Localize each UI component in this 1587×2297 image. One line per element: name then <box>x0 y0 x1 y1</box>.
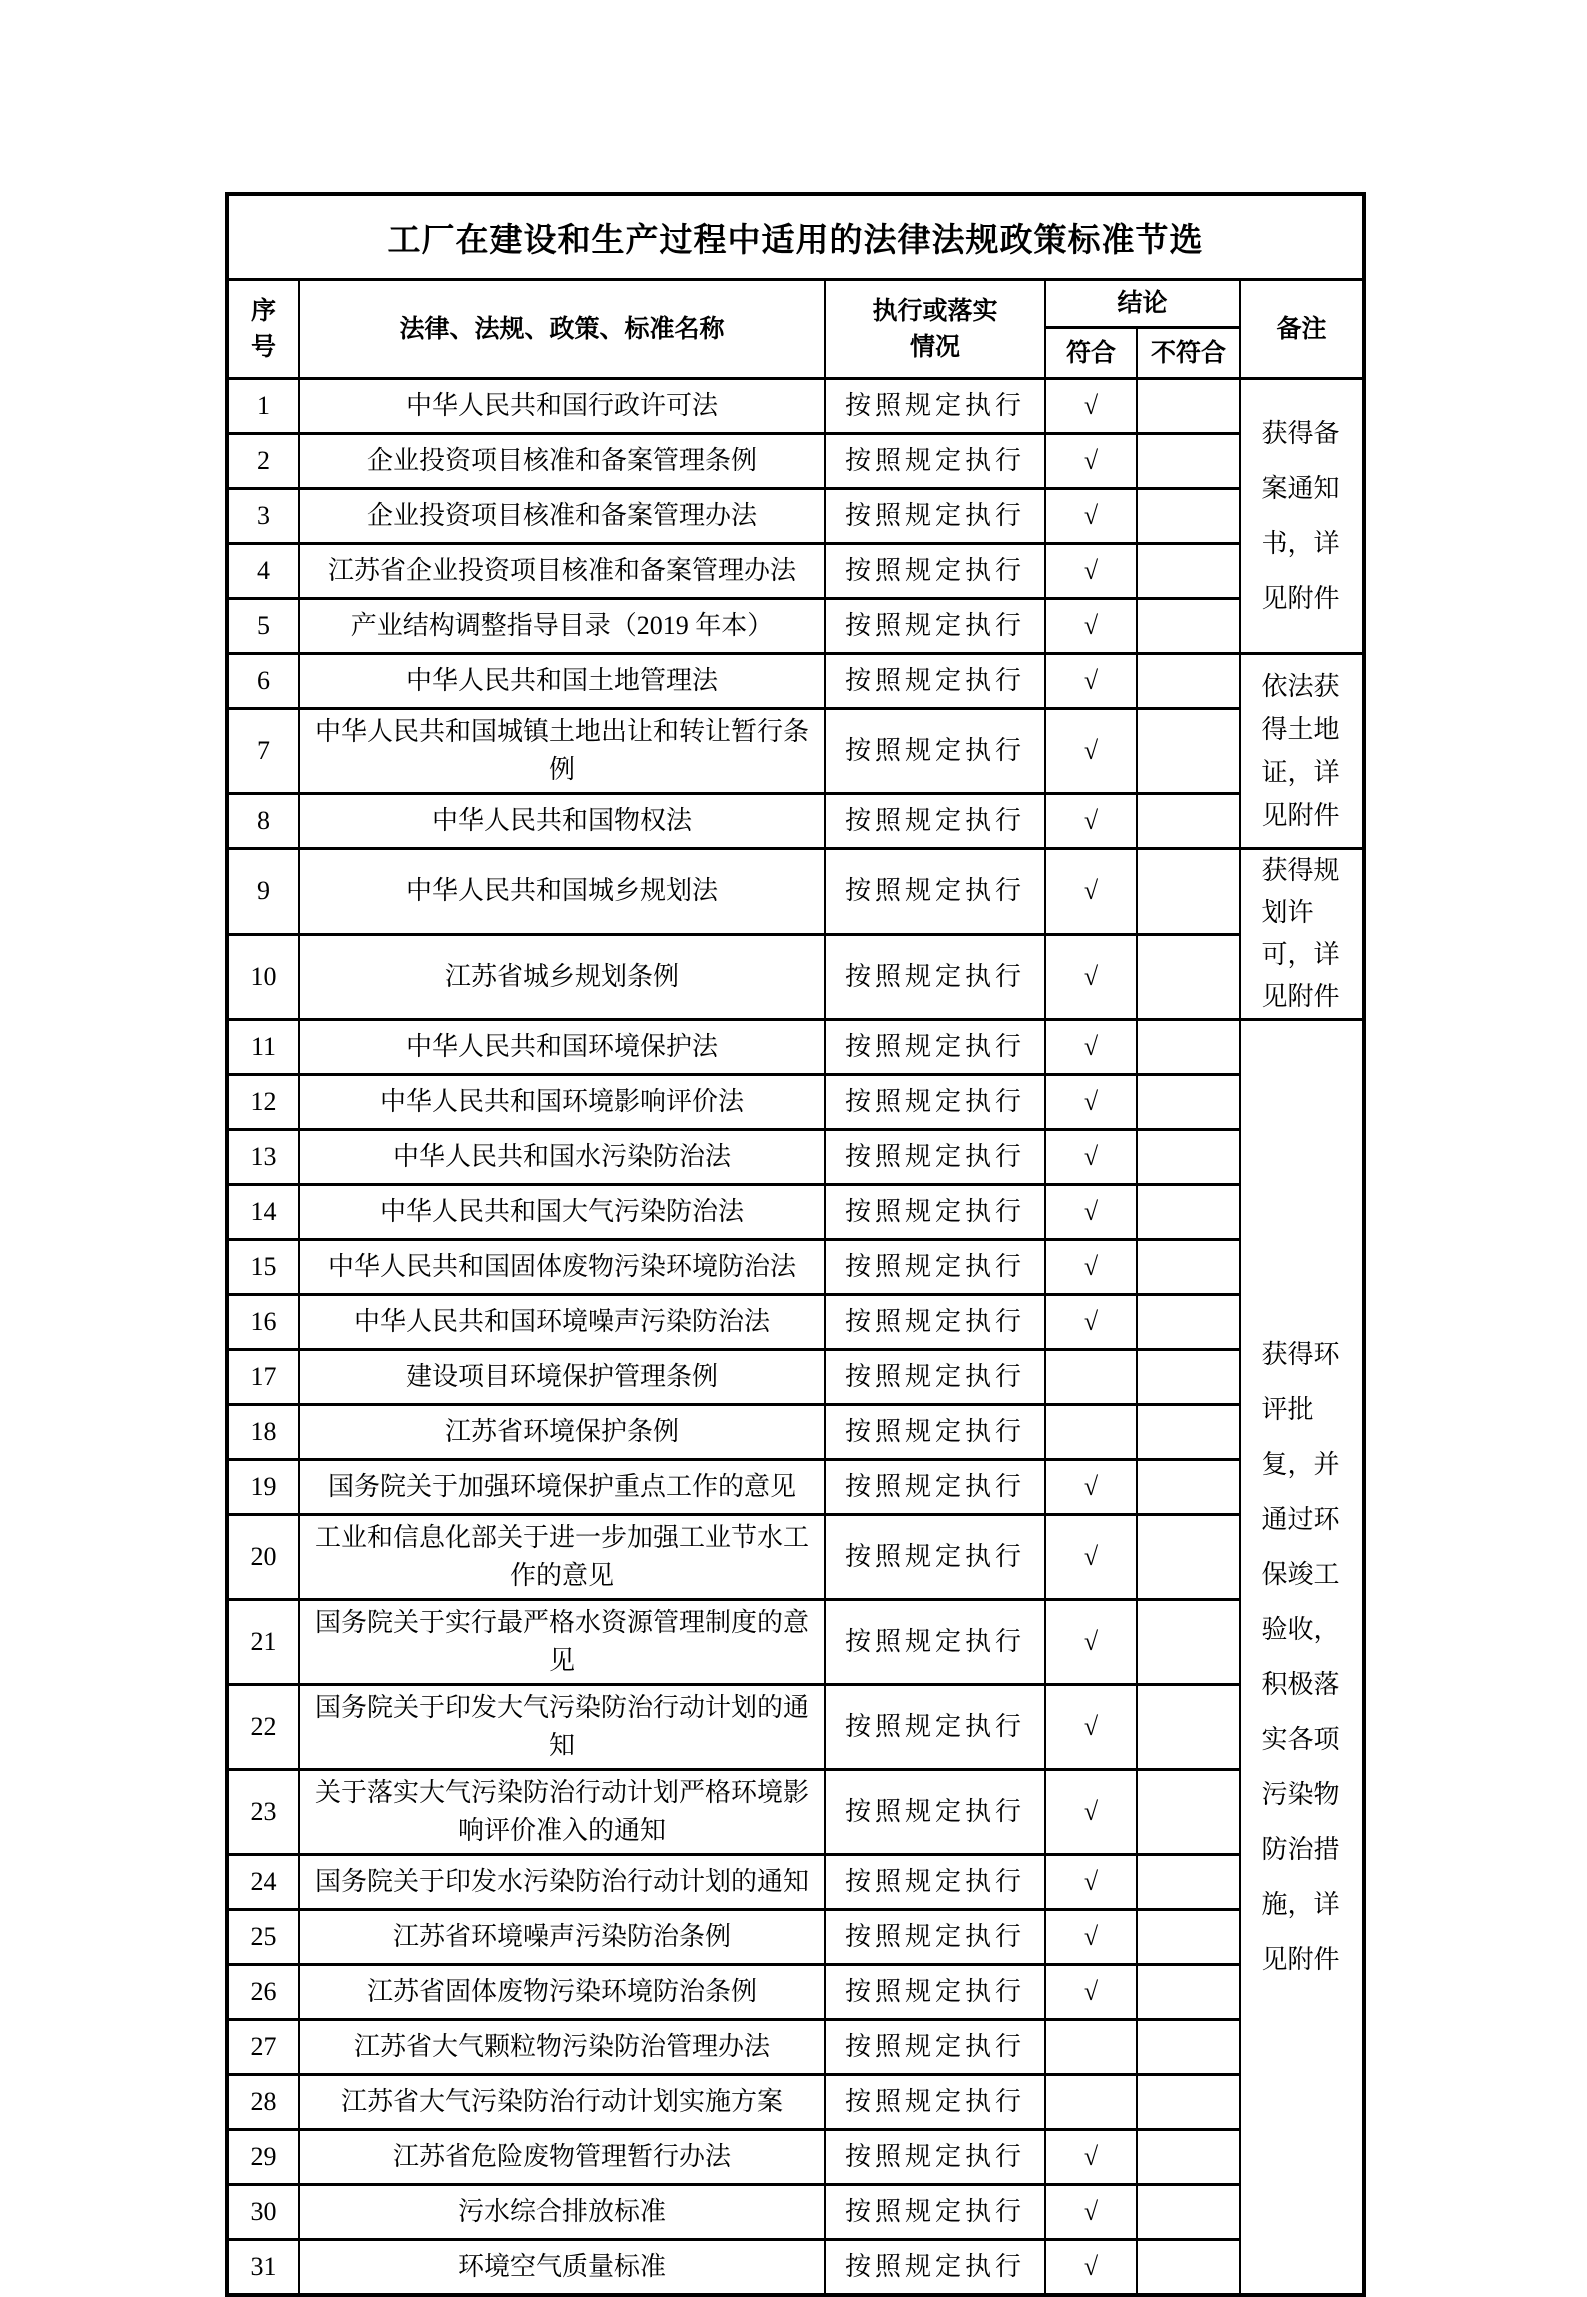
law-name: 江苏省大气颗粒物污染防治管理办法 <box>299 2020 825 2075</box>
row-index: 10 <box>227 934 299 1020</box>
non-compliant-mark <box>1137 1460 1240 1515</box>
execution-status: 按照规定执行 <box>825 794 1045 849</box>
table-row <box>227 934 1364 1020</box>
table-row <box>227 849 1364 935</box>
law-name: 产业结构调整指导目录（2019 年本） <box>299 599 825 654</box>
compliant-mark: √ <box>1045 1515 1137 1600</box>
compliant-mark: √ <box>1045 1020 1137 1075</box>
non-compliant-mark <box>1137 2075 1240 2130</box>
law-name: 中华人民共和国城乡规划法 <box>299 849 825 935</box>
row-index: 24 <box>227 1855 299 1910</box>
row-index: 15 <box>227 1240 299 1295</box>
law-name: 建设项目环境保护管理条例 <box>299 1350 825 1405</box>
row-index: 14 <box>227 1185 299 1240</box>
table-row <box>227 794 1364 849</box>
non-compliant-mark <box>1137 709 1240 794</box>
non-compliant-mark <box>1137 1910 1240 1965</box>
law-name: 江苏省固体废物污染环境防治条例 <box>299 1965 825 2020</box>
column-header-execution <box>825 280 1045 379</box>
row-index: 29 <box>227 2130 299 2185</box>
compliant-mark: √ <box>1045 1075 1137 1130</box>
non-compliant-mark <box>1137 1130 1240 1185</box>
law-table-body <box>227 379 1364 2296</box>
law-name: 关于落实大气污染防治行动计划严格环境影响评价准入的通知 <box>299 1770 825 1855</box>
non-compliant-mark <box>1137 1020 1240 1075</box>
table-row <box>227 709 1364 794</box>
law-name: 国务院关于印发大气污染防治行动计划的通知 <box>299 1685 825 1770</box>
law-name: 江苏省城乡规划条例 <box>299 934 825 1020</box>
compliant-mark: √ <box>1045 2130 1137 2185</box>
law-name: 企业投资项目核准和备案管理办法 <box>299 489 825 544</box>
non-compliant-mark <box>1137 379 1240 434</box>
execution-status: 按照规定执行 <box>825 1910 1045 1965</box>
remark-cell <box>1240 379 1364 654</box>
non-compliant-mark <box>1137 2185 1240 2240</box>
compliant-mark: √ <box>1045 1855 1137 1910</box>
non-compliant-mark <box>1137 849 1240 935</box>
row-index: 17 <box>227 1350 299 1405</box>
execution-status: 按照规定执行 <box>825 599 1045 654</box>
law-name: 中华人民共和国行政许可法 <box>299 379 825 434</box>
row-index: 16 <box>227 1295 299 1350</box>
non-compliant-mark <box>1137 1855 1240 1910</box>
table-row <box>227 1910 1364 1965</box>
non-compliant-mark <box>1137 934 1240 1020</box>
row-index: 13 <box>227 1130 299 1185</box>
law-name: 中华人民共和国环境影响评价法 <box>299 1075 825 1130</box>
table-row <box>227 1855 1364 1910</box>
table-row <box>227 434 1364 489</box>
page-title: 工厂在建设和生产过程中适用的法律法规政策标准节选 <box>227 194 1364 280</box>
non-compliant-mark <box>1137 2020 1240 2075</box>
row-index: 2 <box>227 434 299 489</box>
compliant-mark: √ <box>1045 1240 1137 1295</box>
execution-status: 按照规定执行 <box>825 2075 1045 2130</box>
remark-cell <box>1240 1020 1364 2296</box>
compliant-mark: √ <box>1045 434 1137 489</box>
law-name: 江苏省危险废物管理暂行办法 <box>299 2130 825 2185</box>
execution-status: 按照规定执行 <box>825 1130 1045 1185</box>
execution-status: 按照规定执行 <box>825 434 1045 489</box>
row-index: 26 <box>227 1965 299 2020</box>
compliant-mark <box>1045 1350 1137 1405</box>
remark-cell <box>1240 654 1364 849</box>
row-index: 18 <box>227 1405 299 1460</box>
law-name: 江苏省环境噪声污染防治条例 <box>299 1910 825 1965</box>
execution-status: 按照规定执行 <box>825 1350 1045 1405</box>
compliant-mark: √ <box>1045 1460 1137 1515</box>
law-name: 污水综合排放标准 <box>299 2185 825 2240</box>
law-name: 中华人民共和国水污染防治法 <box>299 1130 825 1185</box>
non-compliant-mark <box>1137 1770 1240 1855</box>
execution-status: 按照规定执行 <box>825 709 1045 794</box>
row-index: 7 <box>227 709 299 794</box>
execution-status: 按照规定执行 <box>825 1405 1045 1460</box>
row-index: 31 <box>227 2240 299 2296</box>
execution-status: 按照规定执行 <box>825 654 1045 709</box>
row-index: 21 <box>227 1600 299 1685</box>
execution-status: 按照规定执行 <box>825 934 1045 1020</box>
table-row <box>227 654 1364 709</box>
execution-status: 按照规定执行 <box>825 544 1045 599</box>
law-name: 中华人民共和国环境保护法 <box>299 1020 825 1075</box>
row-index: 30 <box>227 2185 299 2240</box>
execution-status: 按照规定执行 <box>825 379 1045 434</box>
compliant-mark: √ <box>1045 1185 1137 1240</box>
law-name: 国务院关于实行最严格水资源管理制度的意见 <box>299 1600 825 1685</box>
non-compliant-mark <box>1137 1295 1240 1350</box>
remark-cell <box>1240 849 1364 1020</box>
law-name: 中华人民共和国大气污染防治法 <box>299 1185 825 1240</box>
compliant-mark: √ <box>1045 489 1137 544</box>
compliant-mark <box>1045 2020 1137 2075</box>
remark-text: 获得环评批复，并通过环保竣工验收，积极落实各项污染物防治措施，详见附件 <box>1261 1340 1340 1974</box>
law-name: 工业和信息化部关于进一步加强工业节水工作的意见 <box>299 1515 825 1600</box>
non-compliant-mark <box>1137 1405 1240 1460</box>
column-header-remark: 备注 <box>1240 280 1364 379</box>
execution-status: 按照规定执行 <box>825 1855 1045 1910</box>
table-row <box>227 2075 1364 2130</box>
compliant-mark: √ <box>1045 934 1137 1020</box>
column-header-compliant: 符合 <box>1045 328 1137 379</box>
table-row <box>227 2185 1364 2240</box>
table-row <box>227 1020 1364 1075</box>
compliant-mark: √ <box>1045 1965 1137 2020</box>
document-sheet <box>225 192 1362 2297</box>
compliant-mark <box>1045 2075 1137 2130</box>
compliant-mark: √ <box>1045 379 1137 434</box>
row-index: 5 <box>227 599 299 654</box>
column-header-conclusion: 结论 <box>1045 280 1240 328</box>
table-row <box>227 1185 1364 1240</box>
non-compliant-mark <box>1137 1075 1240 1130</box>
table-row <box>227 1350 1364 1405</box>
law-name: 江苏省环境保护条例 <box>299 1405 825 1460</box>
non-compliant-mark <box>1137 1185 1240 1240</box>
table-row <box>227 1460 1364 1515</box>
execution-status: 按照规定执行 <box>825 1600 1045 1685</box>
execution-status: 按照规定执行 <box>825 1185 1045 1240</box>
column-header-index <box>227 280 299 379</box>
execution-status: 按照规定执行 <box>825 1020 1045 1075</box>
law-name: 国务院关于印发水污染防治行动计划的通知 <box>299 1855 825 1910</box>
law-name: 江苏省大气污染防治行动计划实施方案 <box>299 2075 825 2130</box>
compliant-mark: √ <box>1045 2240 1137 2296</box>
row-index: 22 <box>227 1685 299 1770</box>
table-row <box>227 2020 1364 2075</box>
table-row <box>227 2130 1364 2185</box>
compliant-mark: √ <box>1045 2185 1137 2240</box>
row-index: 1 <box>227 379 299 434</box>
non-compliant-mark <box>1137 2240 1240 2296</box>
execution-status: 按照规定执行 <box>825 2020 1045 2075</box>
execution-status: 按照规定执行 <box>825 1075 1045 1130</box>
table-row <box>227 1515 1364 1600</box>
remark-text: 获得备案通知书，详见附件 <box>1261 419 1340 613</box>
compliant-mark: √ <box>1045 1295 1137 1350</box>
row-index: 19 <box>227 1460 299 1515</box>
non-compliant-mark <box>1137 599 1240 654</box>
compliant-mark: √ <box>1045 1770 1137 1855</box>
row-index: 20 <box>227 1515 299 1600</box>
table-row <box>227 1130 1364 1185</box>
non-compliant-mark <box>1137 1600 1240 1685</box>
row-index: 12 <box>227 1075 299 1130</box>
compliant-mark: √ <box>1045 544 1137 599</box>
row-index: 28 <box>227 2075 299 2130</box>
law-name: 中华人民共和国土地管理法 <box>299 654 825 709</box>
table-row <box>227 1295 1364 1350</box>
column-header-index-label: 序号 <box>250 296 276 361</box>
column-header-non-compliant: 不符合 <box>1137 328 1240 379</box>
compliant-mark: √ <box>1045 709 1137 794</box>
non-compliant-mark <box>1137 1965 1240 2020</box>
execution-status: 按照规定执行 <box>825 489 1045 544</box>
law-name: 江苏省企业投资项目核准和备案管理办法 <box>299 544 825 599</box>
non-compliant-mark <box>1137 1515 1240 1600</box>
table-row <box>227 1405 1364 1460</box>
non-compliant-mark <box>1137 2130 1240 2185</box>
execution-status: 按照规定执行 <box>825 1240 1045 1295</box>
non-compliant-mark <box>1137 794 1240 849</box>
non-compliant-mark <box>1137 544 1240 599</box>
law-name: 中华人民共和国城镇土地出让和转让暂行条例 <box>299 709 825 794</box>
row-index: 9 <box>227 849 299 935</box>
law-regulation-table <box>225 192 1366 2297</box>
compliant-mark: √ <box>1045 1685 1137 1770</box>
table-row <box>227 1965 1364 2020</box>
compliant-mark: √ <box>1045 1600 1137 1685</box>
execution-status: 按照规定执行 <box>825 1460 1045 1515</box>
non-compliant-mark <box>1137 489 1240 544</box>
compliant-mark: √ <box>1045 794 1137 849</box>
table-row <box>227 1770 1364 1855</box>
non-compliant-mark <box>1137 1240 1240 1295</box>
law-name: 国务院关于加强环境保护重点工作的意见 <box>299 1460 825 1515</box>
row-index: 3 <box>227 489 299 544</box>
law-name: 环境空气质量标准 <box>299 2240 825 2296</box>
execution-status: 按照规定执行 <box>825 1965 1045 2020</box>
remark-text: 获得规划许可，详见附件 <box>1261 856 1340 1011</box>
column-header-execution-label: 执行或落实情况 <box>872 296 998 361</box>
law-name: 企业投资项目核准和备案管理条例 <box>299 434 825 489</box>
column-header-name: 法律、法规、政策、标准名称 <box>299 280 825 379</box>
compliant-mark: √ <box>1045 654 1137 709</box>
table-row <box>227 1075 1364 1130</box>
table-row <box>227 544 1364 599</box>
execution-status: 按照规定执行 <box>825 2240 1045 2296</box>
non-compliant-mark <box>1137 434 1240 489</box>
law-name: 中华人民共和国环境噪声污染防治法 <box>299 1295 825 1350</box>
table-row <box>227 1240 1364 1295</box>
row-index: 27 <box>227 2020 299 2075</box>
compliant-mark: √ <box>1045 849 1137 935</box>
compliant-mark <box>1045 1405 1137 1460</box>
row-index: 8 <box>227 794 299 849</box>
execution-status: 按照规定执行 <box>825 2130 1045 2185</box>
table-row <box>227 379 1364 434</box>
execution-status: 按照规定执行 <box>825 849 1045 935</box>
row-index: 25 <box>227 1910 299 1965</box>
law-name: 中华人民共和国固体废物污染环境防治法 <box>299 1240 825 1295</box>
compliant-mark: √ <box>1045 599 1137 654</box>
row-index: 23 <box>227 1770 299 1855</box>
table-row <box>227 2240 1364 2296</box>
row-index: 6 <box>227 654 299 709</box>
row-index: 11 <box>227 1020 299 1075</box>
compliant-mark: √ <box>1045 1130 1137 1185</box>
execution-status: 按照规定执行 <box>825 1515 1045 1600</box>
execution-status: 按照规定执行 <box>825 1685 1045 1770</box>
table-row <box>227 489 1364 544</box>
non-compliant-mark <box>1137 654 1240 709</box>
table-row <box>227 1685 1364 1770</box>
title-row <box>227 194 1364 280</box>
table-row <box>227 599 1364 654</box>
execution-status: 按照规定执行 <box>825 2185 1045 2240</box>
remark-text: 依法获得土地证，详见附件 <box>1261 672 1340 830</box>
non-compliant-mark <box>1137 1685 1240 1770</box>
execution-status: 按照规定执行 <box>825 1295 1045 1350</box>
header-row-top <box>227 280 1364 328</box>
law-name: 中华人民共和国物权法 <box>299 794 825 849</box>
row-index: 4 <box>227 544 299 599</box>
execution-status: 按照规定执行 <box>825 1770 1045 1855</box>
compliant-mark: √ <box>1045 1910 1137 1965</box>
table-row <box>227 1600 1364 1685</box>
non-compliant-mark <box>1137 1350 1240 1405</box>
